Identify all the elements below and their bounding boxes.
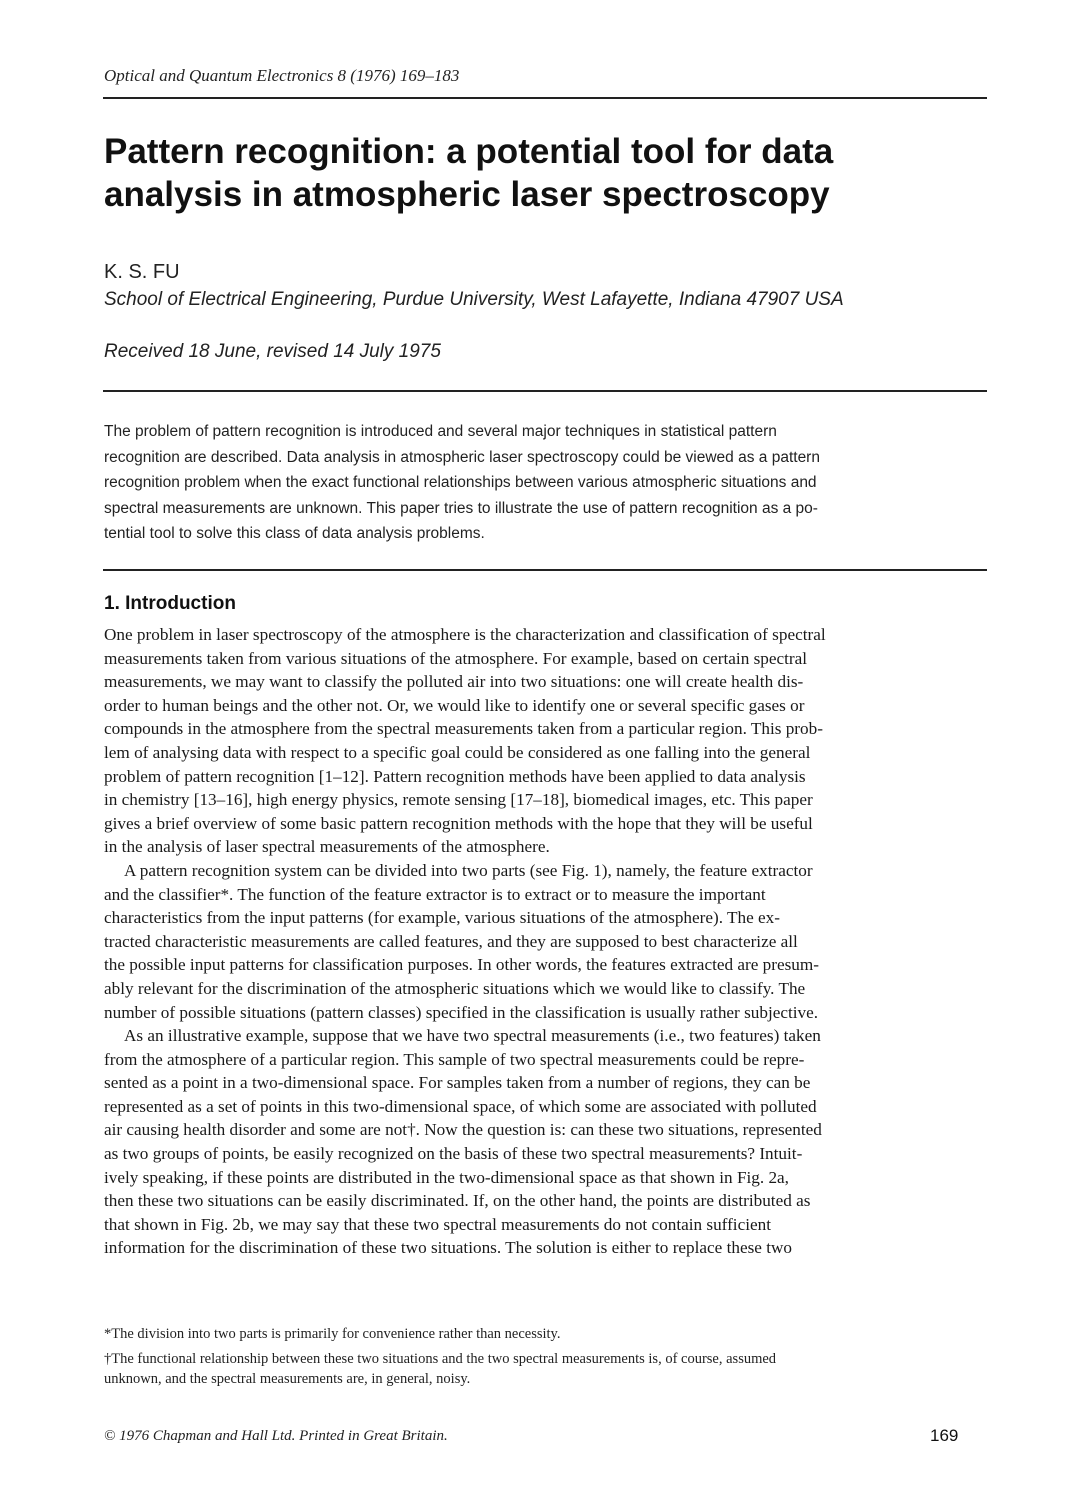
- title-line: analysis in atmospheric laser spectroscopy: [104, 175, 830, 214]
- body-line: and the classifier*. The function of the feature extractor is to extract or to measure the important: [104, 884, 766, 904]
- body-line: sented as a point in a two-dimensional space. For samples taken from a number of regions, they can be: [104, 1073, 811, 1093]
- copyright-notice: © 1976 Chapman and Hall Ltd. Printed in Great Britain.: [104, 1428, 448, 1444]
- abstract-line: The problem of pattern recognition is introduced and several major techniques in statistical pattern: [104, 423, 777, 440]
- body-line: number of possible situations (pattern classes) specified in the classification is usually rather subjective.: [104, 1002, 819, 1022]
- received-date: Received 18 June, revised 14 July 1975: [104, 341, 441, 362]
- body-line: As an illustrative example, suppose that we have two spectral measurements (i.e., two features) taken: [124, 1026, 821, 1046]
- body-line: ively speaking, if these points are distributed in the two-dimensional space as that shown in Fig. 2a,: [104, 1167, 789, 1187]
- abstract-top-rule: [103, 390, 987, 392]
- header-rule: [103, 97, 987, 99]
- body-line: gives a brief overview of some basic pattern recognition methods with the hope that they will be useful: [104, 813, 813, 833]
- section-heading: 1. Introduction: [104, 593, 236, 614]
- abstract-line: recognition are described. Data analysis in atmospheric laser spectroscopy could be viewed as a pattern: [104, 448, 820, 466]
- body-line: measurements, we may want to classify the polluted air into two situations: one will create health dis-: [104, 672, 804, 692]
- body-line: One problem in laser spectroscopy of the atmosphere is the characterization and classification of spectral: [104, 625, 826, 644]
- author-affiliation: School of Electrical Engineering, Purdue University, West Lafayette, Indiana 47907 USA: [104, 289, 844, 310]
- body-line: ably relevant for the discrimination of the atmospheric situations which we would like to classify. The: [104, 978, 806, 998]
- page-number: 169: [930, 1426, 959, 1445]
- body-text: [104, 623, 988, 1260]
- body-line: in the analysis of laser spectral measurements of the atmosphere.: [104, 837, 550, 857]
- journal-citation: Optical and Quantum Electronics 8 (1976) 169–183: [104, 66, 460, 85]
- body-line: in chemistry [13–16], high energy physics, remote sensing [17–18], biomedical images, etc. This paper: [104, 790, 813, 810]
- paper-title: [104, 130, 984, 216]
- abstract: [104, 419, 984, 547]
- body-line: as two groups of points, be easily recognized on the basis of these two spectral measurements? Intuit-: [104, 1144, 803, 1164]
- body-line: order to human beings and the other not. Or, we would like to identify one or several specific gases or: [104, 695, 805, 715]
- abstract-bottom-rule: [103, 569, 987, 571]
- body-line: then these two situations can be easily discriminated. If, on the other hand, the points are distributed as: [104, 1191, 811, 1211]
- footnote: †The functional relationship between these two situations and the two spectral measurements is, of course, assumed: [104, 1350, 777, 1367]
- abstract-line: recognition problem when the exact functional relationships between various atmospheric situations and: [104, 474, 817, 492]
- body-line: information for the discrimination of these two situations. The solution is either to replace these two: [104, 1238, 792, 1258]
- body-line: from the atmosphere of a particular region. This sample of two spectral measurements could be repre-: [104, 1049, 805, 1069]
- footnote: *The division into two parts is primarily for convenience rather than necessity.: [104, 1326, 561, 1342]
- abstract-line: spectral measurements are unknown. This paper tries to illustrate the use of pattern recognition as a po-: [104, 499, 818, 517]
- body-line: tracted characteristic measurements are called features, and they are supposed to best characterize all: [104, 931, 798, 951]
- author-name: K. S. FU: [104, 261, 180, 283]
- footnotes: [104, 1324, 988, 1390]
- body-line: compounds in the atmosphere from the spectral measurements taken from a particular region. This prob-: [104, 719, 823, 739]
- body-line: that shown in Fig. 2b, we may say that these two spectral measurements do not contain sufficient: [104, 1214, 771, 1234]
- body-line: represented as a set of points in this two-dimensional space, of which some are associated with polluted: [104, 1096, 817, 1116]
- body-line: air causing health disorder and some are not†. Now the question is: can these two situations, represented: [104, 1120, 822, 1140]
- body-line: lem of analysing data with respect to a specific goal could be considered as one falling into the general: [104, 742, 811, 762]
- abstract-line: tential tool to solve this class of data analysis problems.: [104, 525, 485, 543]
- body-line: problem of pattern recognition [1–12]. Pattern recognition methods have been applied to data analysis: [104, 766, 806, 786]
- body-line: characteristics from the input patterns (for example, various situations of the atmosphere). The ex-: [104, 908, 780, 928]
- title-line: Pattern recognition: a potential tool for data: [104, 132, 834, 171]
- body-line: A pattern recognition system can be divided into two parts (see Fig. 1), namely, the feature extractor: [124, 860, 813, 880]
- body-line: measurements taken from various situations of the atmosphere. For example, based on certain spectral: [104, 648, 808, 668]
- footnote: unknown, and the spectral measurements are, in general, noisy.: [104, 1371, 471, 1387]
- body-line: the possible input patterns for classification purposes. In other words, the features extracted are presum-: [104, 955, 819, 975]
